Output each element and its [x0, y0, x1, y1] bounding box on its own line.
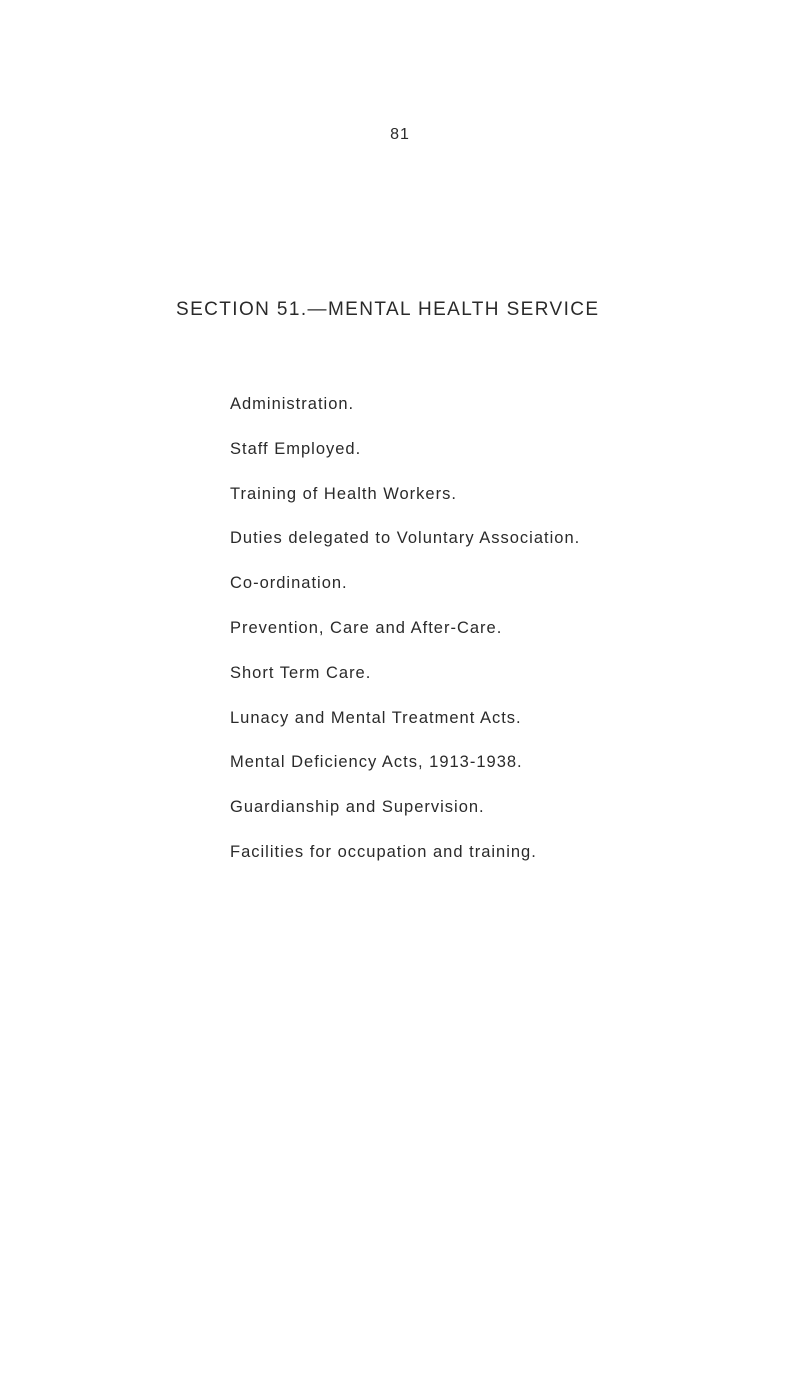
contents-item-lunacy-acts: Lunacy and Mental Treatment Acts.	[230, 708, 522, 727]
contents-item-short-term-care: Short Term Care.	[230, 663, 372, 682]
contents-item-administration: Administration.	[230, 395, 355, 413]
contents-list	[230, 392, 580, 885]
contents-item-guardianship: Guardianship and Supervision.	[230, 798, 485, 817]
contents-item-staff-employed: Staff Employed.	[230, 439, 362, 458]
contents-item-duties-delegated: Duties delegated to Voluntary Association.	[230, 529, 581, 548]
section-title: SECTION 51.—MENTAL HEALTH SERVICE	[176, 299, 600, 320]
contents-item-prevention-care: Prevention, Care and After-Care.	[230, 618, 503, 637]
contents-item-co-ordination: Co-ordination.	[230, 574, 348, 593]
page-number: 81	[390, 126, 410, 143]
contents-item-mental-deficiency-acts: Mental Deficiency Acts, 1913-1938.	[230, 753, 523, 772]
contents-item-facilities: Facilities for occupation and training.	[230, 842, 537, 861]
contents-item-training: Training of Health Workers.	[230, 484, 457, 503]
